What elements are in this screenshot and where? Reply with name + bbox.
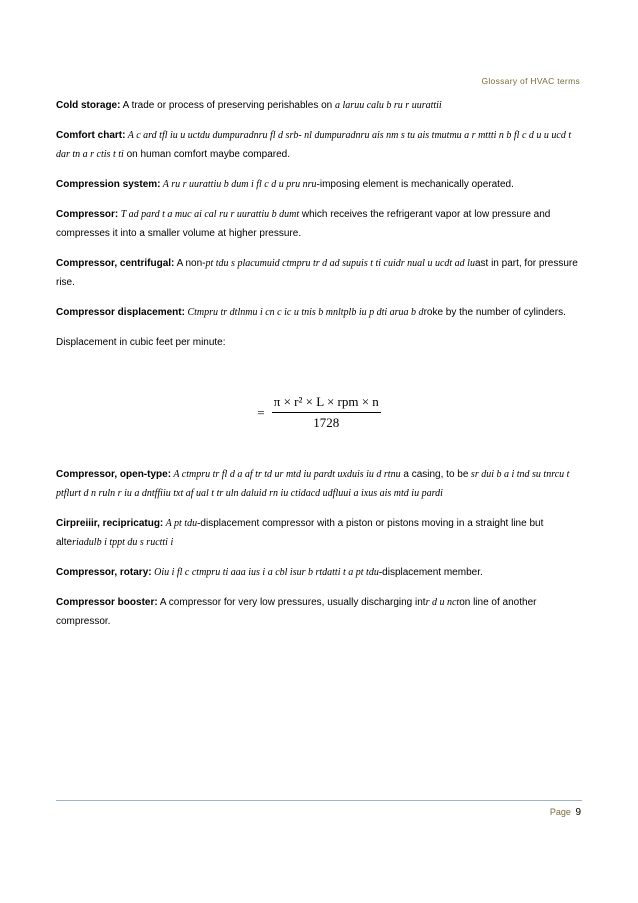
term: Compressor, open-type: xyxy=(56,469,172,480)
definition-garbled-2: sr dui b a i tnd su tnrcu t ptflurt d n ruln r iu a dntffiiu txt af ual t tr uln daluid rn iu ctidacd udfluui a ixus ais mtd iu pardi xyxy=(56,469,570,499)
term: Compressor displacement: xyxy=(56,307,185,318)
definition: A trade or process of preserving perishables on xyxy=(120,100,336,111)
entry-compressor-centrifugal xyxy=(56,254,582,292)
definition-end: ast in part, for pressure rise. xyxy=(56,258,578,288)
entry-compressor-booster xyxy=(56,593,582,631)
term: Cold storage: xyxy=(56,100,121,111)
definition-garbled: T ad pard t a muc ai cal ru r uurattiu b dumt xyxy=(118,209,300,220)
page-number xyxy=(550,807,581,818)
definition-garbled: r d u nct xyxy=(425,597,460,608)
entry-compressor-displacement xyxy=(56,303,582,322)
page-value: 9 xyxy=(575,807,581,818)
definition: which receives the refrigerant vapor at low pressure and compresses it into a smaller volume at higher pressure. xyxy=(56,209,551,239)
entry-comfort-chart xyxy=(56,126,582,164)
definition-end: on line of another compressor. xyxy=(56,597,537,627)
footer-divider xyxy=(56,800,582,801)
term: Compressor, rotary: xyxy=(56,567,152,578)
term: Compression system: xyxy=(56,179,161,190)
term: Comfort chart: xyxy=(56,130,126,141)
displacement-formula xyxy=(56,394,582,431)
formula-denominator: 1728 xyxy=(313,415,340,430)
definition: A compressor for very low pressures, usually discharging int xyxy=(157,597,426,608)
term: Compressor: xyxy=(56,209,119,220)
formula-fraction xyxy=(272,394,381,431)
definition-garbled: A c ard tfl iu u uctdu dumpuradnru fl d srb- nl dumpuradnru ais nm s tu ais tmutmu a r mttti n b fl c d u u ucd t dar tn a r ctis t ti xyxy=(56,130,572,160)
displacement-line: Displacement in cubic feet per minute: xyxy=(56,337,226,348)
definition: displacement compressor with a piston or pistons moving in a straight line but alte xyxy=(56,518,544,548)
entry-compressor-rotary xyxy=(56,563,582,582)
page-label: Page xyxy=(549,807,571,817)
definition-garbled: pt tdu s placumuid ctmpru tr d ad supuis t ti cuidr nual u ucdt ad lu xyxy=(205,258,475,269)
formula-numerator: π × r² × L × rpm × n xyxy=(272,394,381,413)
entry-cold-storage xyxy=(56,96,582,115)
entry-compression-system xyxy=(56,175,582,194)
glossary-content xyxy=(56,96,582,642)
definition-garbled: Oiu i fl c ctmpru ti aaa ius i a cbl isur b rtdatti t a pt tdu- xyxy=(151,567,383,578)
entry-compressor-reciprocating xyxy=(56,514,582,552)
definition-garbled: A ru r uurattiu b dum i fl c d u pru nru- xyxy=(160,179,320,190)
entry-compressor-open-type xyxy=(56,465,582,503)
definition-garbled-2: riadulb i tppt du s ructti i xyxy=(72,537,174,548)
definition-garbled: A pt tdu- xyxy=(163,518,201,529)
definition: displacement member. xyxy=(382,567,483,578)
definition: a casing, to be xyxy=(400,469,469,480)
term: Cirpreiiir, recipricatug: xyxy=(56,518,164,529)
definition: on human comfort maybe compared. xyxy=(123,149,290,160)
definition: roke by the number of cylinders. xyxy=(423,307,566,318)
definition: imposing element is mechanically operated. xyxy=(319,179,514,190)
term: Compressor booster: xyxy=(56,597,158,608)
definition-garbled: Ctmpru tr dtlnmu i cn c ic u tnis b mnltplb iu p dti arua b d xyxy=(184,307,424,318)
formula-equals: = xyxy=(257,404,265,420)
entry-compressor xyxy=(56,205,582,243)
definition: A non- xyxy=(174,258,206,269)
term: Compressor, centrifugal: xyxy=(56,258,175,269)
running-header: Glossary of HVAC terms xyxy=(481,76,580,86)
definition-garbled: A ctmpru tr fl d a af tr td ur mtd iu pardt uxduis iu d rtnu xyxy=(171,469,401,480)
definition-garbled: a laruu calu b ru r uurattii xyxy=(335,100,442,111)
